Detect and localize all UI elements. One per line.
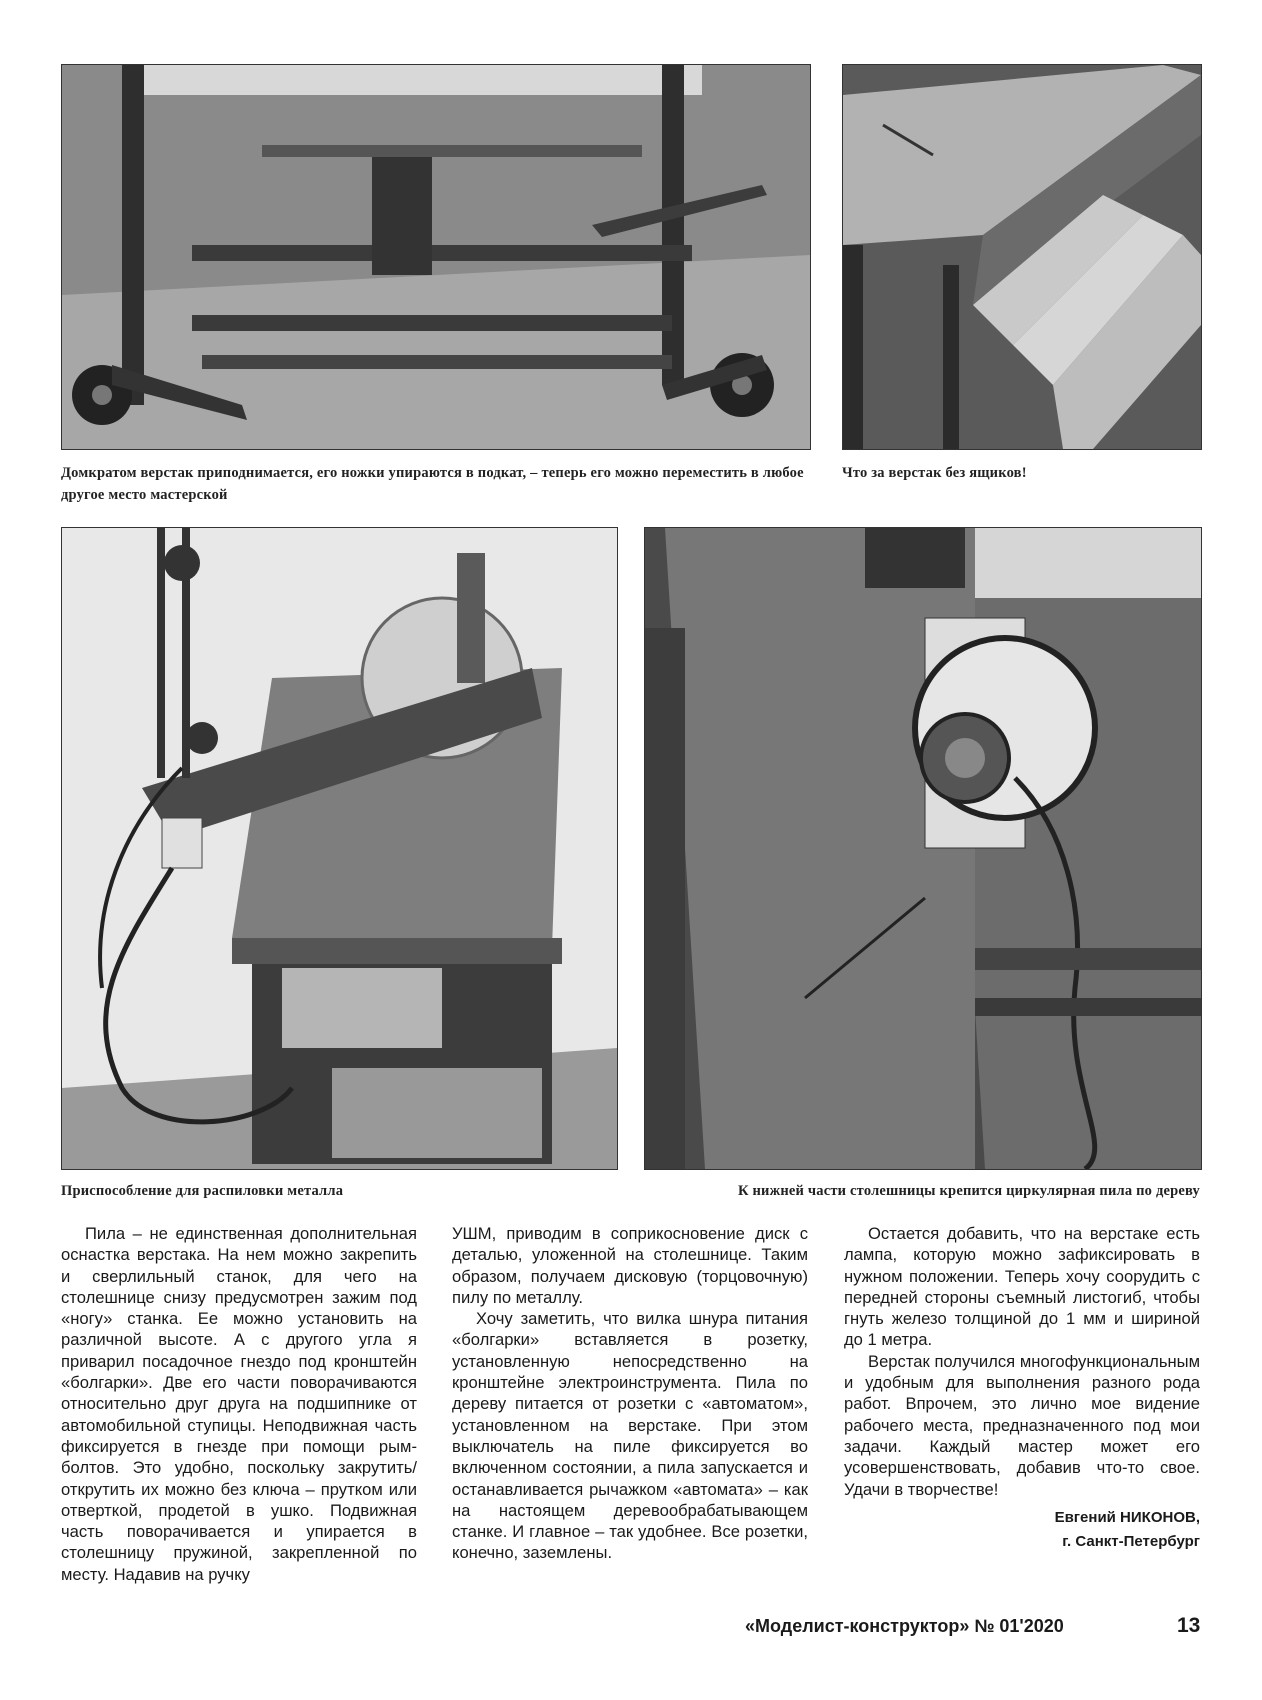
photo-drawers: [842, 64, 1202, 450]
author-city: г. Санкт-Петербург: [1062, 1532, 1200, 1550]
photo-metal-saw: [61, 527, 618, 1170]
caption-top-right: Что за верстак без ящиков!: [842, 465, 1027, 481]
paragraph: Пила – не единственная дополнительная оснастка верстака. На нем можно закрепить и сверлильный станок, для чего на столешнице снизу предусмотрен зажим под «ногу» станка. Ее можно установить на различной высоте. А с другого угла я приварил посадочное гнездо под кронштейн «болгарки». Две его части поворачиваются относительно друг друга на подшипнике от автомобильной ступицы. Неподвижная часть фиксируется в гнезде при помощи рым-болтов. Это удобно, поскольку закрутить/открутить их можно без ключа – прутком или отверткой, продетой в ушко. Подвижная часть поворачивается и упирается в столешницу пружиной, закрепленной по месту. Надавив на ручку: [61, 1224, 417, 1584]
paragraph: Верстак получился многофункциональным и удобным для выполнения разного рода работ. Впрочем, это лично мое видение рабочего места, предназначенного под мои задачи. Каждый мастер может его усовершенствовать, добавив что-то свое. Удачи в творчестве!: [844, 1351, 1200, 1499]
author-name: Евгений НИКОНОВ,: [1054, 1508, 1200, 1526]
caption-top-left: Домкратом верстак приподнимается, его ножки упираются в подкат, – теперь его можно переместить в любое другое место мастерской: [61, 465, 804, 503]
magazine-title: «Моделист-конструктор» № 01'2020: [745, 1616, 1064, 1636]
photo-workbench-jack: [61, 64, 811, 450]
paragraph: Остается добавить, что на верстаке есть лампа, которую можно зафиксировать в нужном положении. Теперь хочу соорудить с передней стороны съемный листогиб, чтобы гнуть железо толщиной до 1 мм и шириной до 1 метра.: [844, 1224, 1200, 1350]
article-column-2: [452, 1223, 808, 1564]
paragraph: УШМ, приводим в соприкосновение диск с деталью, уложенной на столешнице. Таким образом, получаем дисковую (торцовочную) пилу по металлу.: [452, 1224, 808, 1307]
article-column-1: [61, 1223, 417, 1585]
article-column-3: [844, 1223, 1200, 1554]
caption-bottom-right: К нижней части столешницы крепится циркулярная пила по дереву: [737, 1183, 1200, 1199]
page-number: 13: [1177, 1614, 1201, 1637]
photo-circular-saw: [644, 527, 1202, 1170]
paragraph: Хочу заметить, что вилка шнура питания «болгарки» вставляется в розетку, установленную непосредственно на кронштейне электроинструмента. Пила по дереву питается от розетки с «автоматом», установленном на верстаке. При этом выключатель на пиле фиксируется во включенном состоянии, а пила запускается и останавливается рычажком «автомата» – как на настоящем деревообрабатывающем станке. И главное – так удобнее. Все розетки, конечно, заземлены.: [452, 1309, 808, 1563]
caption-bottom-left: Приспособление для распиловки металла: [61, 1183, 344, 1199]
